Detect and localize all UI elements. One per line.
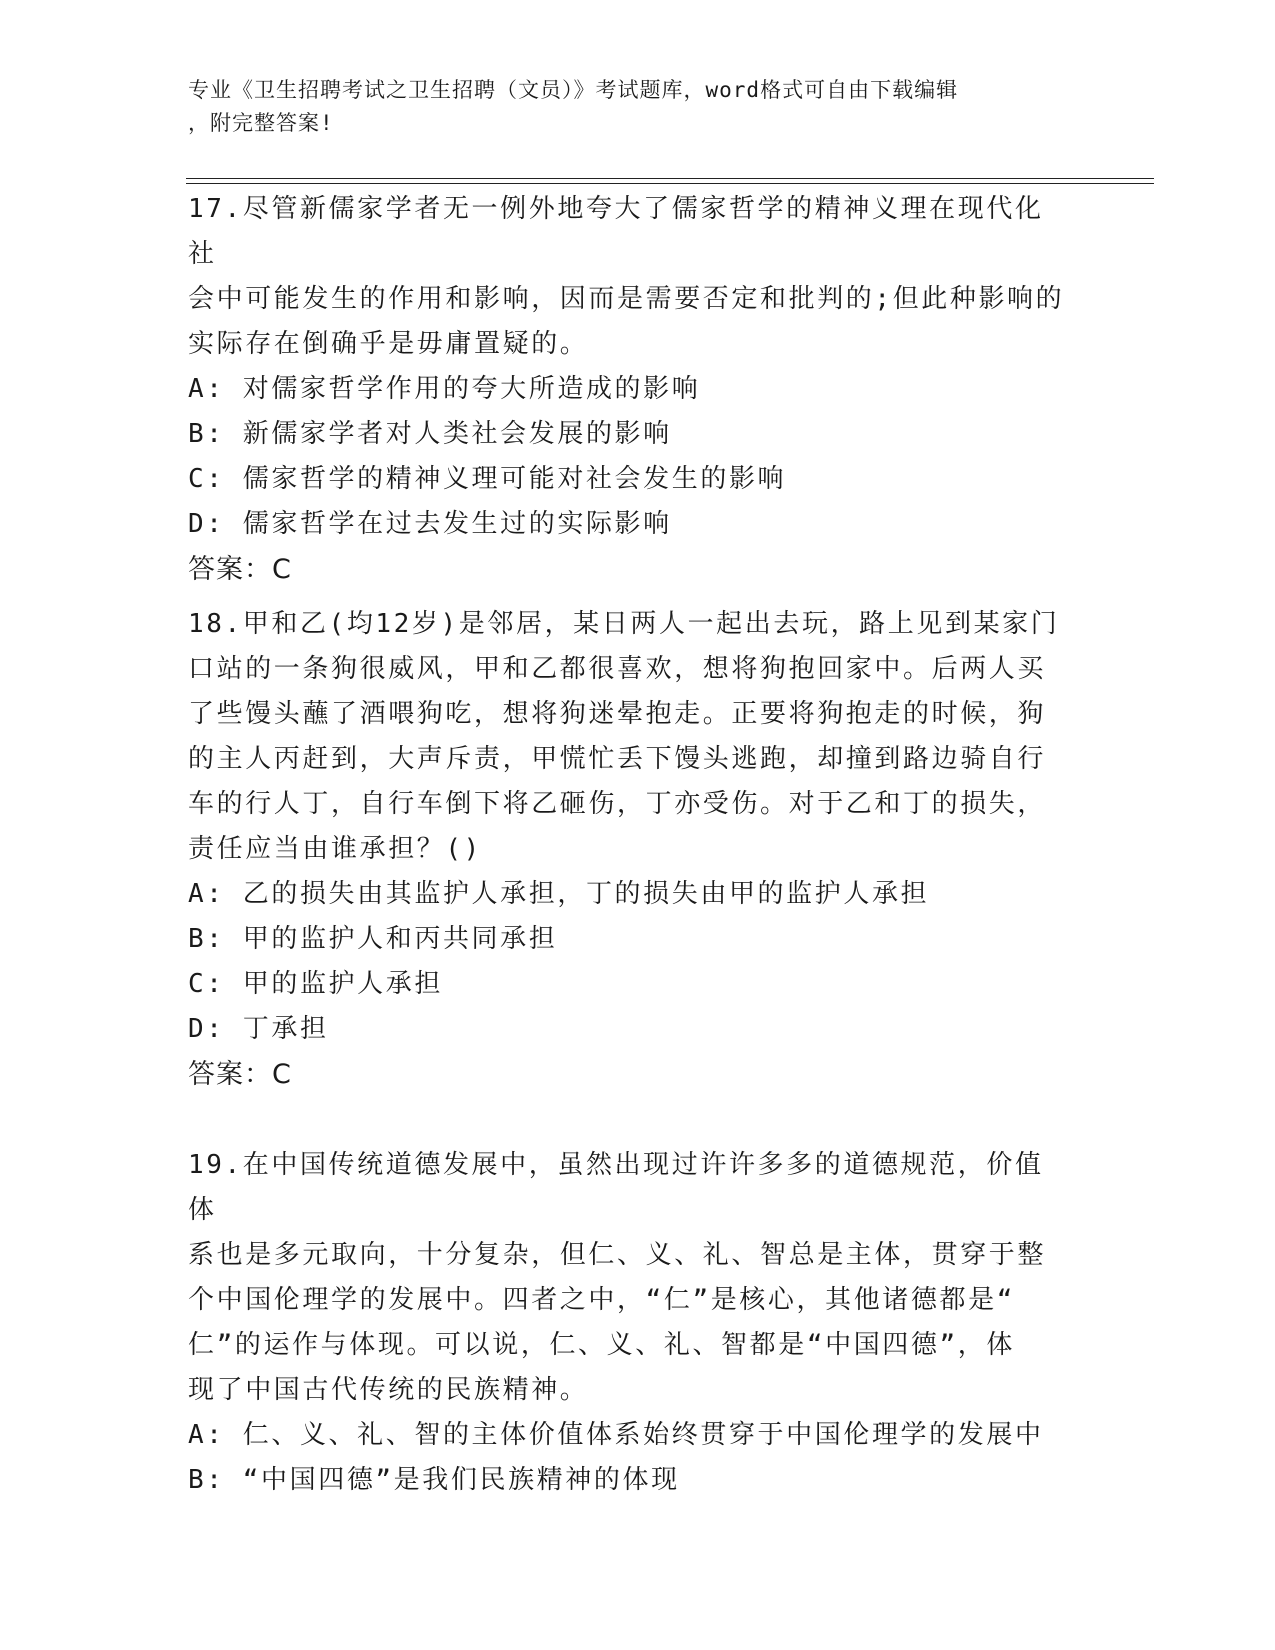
- option-a: A: 对儒家哲学作用的夸大所造成的影响: [188, 374, 701, 404]
- question-stem: [188, 1143, 1068, 1413]
- stem-line: 实际存在倒确乎是毋庸置疑的。: [188, 329, 589, 359]
- stem-line: 车的行人丁，自行车倒下将乙砸伤，丁亦受伤。对于乙和丁的损失，: [188, 789, 1047, 819]
- option-b: B: 新儒家学者对人类社会发展的影响: [188, 419, 672, 449]
- stem-line: 的主人丙赶到，大声斥责，甲慌忙丢下馒头逃跑，却撞到路边骑自行: [188, 744, 1047, 774]
- answer-line: 答案：C: [188, 1059, 292, 1090]
- header-divider-top: [186, 178, 1154, 179]
- option-b: B: “中国四德”是我们民族精神的体现: [188, 1465, 680, 1495]
- question-19: [188, 1143, 1068, 1503]
- document-header: [188, 74, 1068, 140]
- option-a: A: 乙的损失由其监护人承担，丁的损失由甲的监护人承担: [188, 879, 930, 909]
- option-c: C: 儒家哲学的精神义理可能对社会发生的影响: [188, 464, 787, 494]
- option-b: B: 甲的监护人和丙共同承担: [188, 924, 558, 954]
- stem-line: 现了中国古代传统的民族精神。: [188, 1375, 589, 1405]
- header-divider-bottom: [186, 183, 1154, 184]
- header-line-2: ，附完整答案!: [188, 111, 334, 135]
- answer-line: 答案：C: [188, 554, 292, 585]
- question-stem: [188, 187, 1068, 367]
- option-d: D: 丁承担: [188, 1014, 329, 1044]
- question-17: [188, 187, 1068, 592]
- stem-line: 了些馒头蘸了酒喂狗吃，想将狗迷晕抱走。正要将狗抱走的时候，狗: [188, 699, 1047, 729]
- option-d: D: 儒家哲学在过去发生过的实际影响: [188, 509, 672, 539]
- question-18: [188, 602, 1068, 1097]
- stem-line: 17.尽管新儒家学者无一例外地夸大了儒家哲学的精神义理在现代化社: [188, 194, 1044, 269]
- header-line-1: 专业《卫生招聘考试之卫生招聘（文员）》考试题库，word格式可自由下载编辑: [188, 78, 959, 102]
- option-a: A: 仁、义、礼、智的主体价值体系始终贯穿于中国伦理学的发展中: [188, 1420, 1044, 1450]
- stem-line: 18.甲和乙(均12岁)是邻居，某日两人一起出去玩，路上见到某家门: [188, 609, 1060, 639]
- stem-line: 系也是多元取向，十分复杂，但仁、义、礼、智总是主体，贯穿于整: [188, 1240, 1047, 1270]
- stem-line: 19.在中国传统道德发展中，虽然出现过许许多多的道德规范，价值体: [188, 1150, 1044, 1225]
- stem-line: 个中国伦理学的发展中。四者之中，“仁”是核心，其他诸德都是“: [188, 1285, 1015, 1315]
- stem-line: 会中可能发生的作用和影响，因而是需要否定和批判的;但此种影响的: [188, 284, 1065, 314]
- option-c: C: 甲的监护人承担: [188, 969, 443, 999]
- stem-line: 仁”的运作与体现。可以说，仁、义、礼、智都是“中国四德”，体: [188, 1330, 1015, 1360]
- stem-line: 责任应当由谁承担？(): [188, 834, 482, 864]
- question-stem: [188, 602, 1068, 872]
- stem-line: 口站的一条狗很威风，甲和乙都很喜欢，想将狗抱回家中。后两人买: [188, 654, 1047, 684]
